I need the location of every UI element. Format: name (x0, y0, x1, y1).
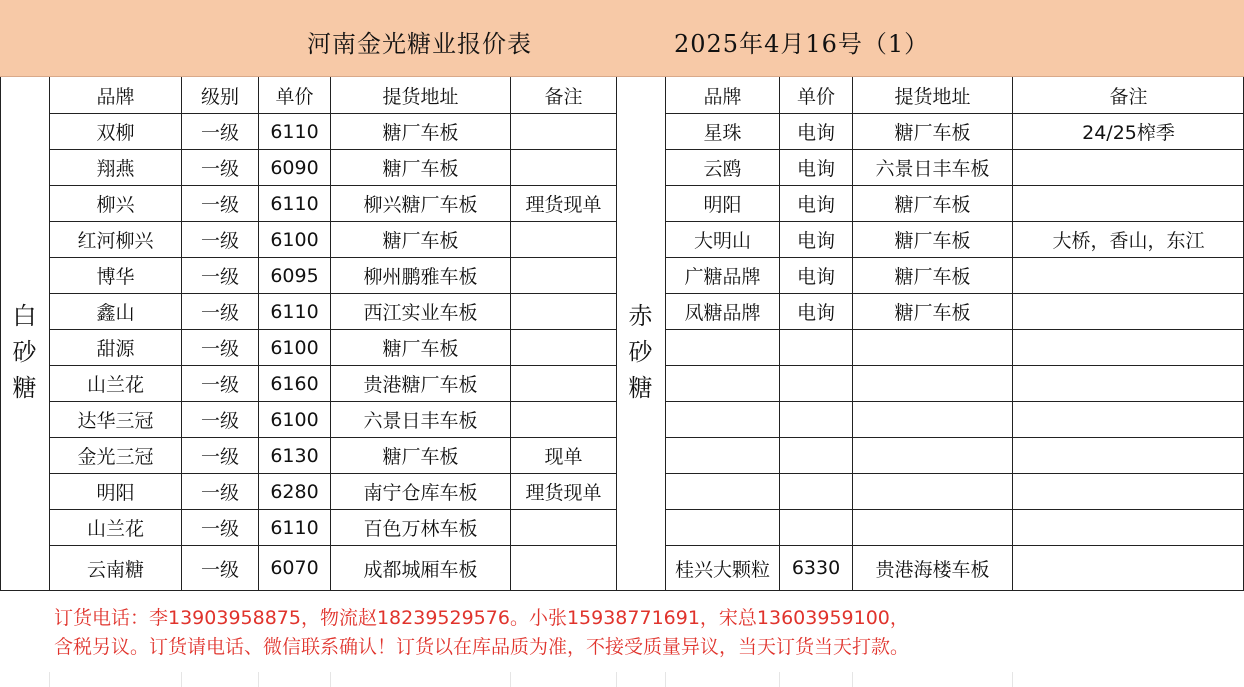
red-sugar-cell (666, 438, 779, 473)
category-label-char: 赤 (628, 301, 653, 330)
red-sugar-cell (853, 474, 1012, 509)
category-label-char: 白 (12, 301, 37, 330)
faint-grid-line (616, 672, 617, 687)
faint-grid-line (49, 672, 50, 687)
faint-grid-line (510, 672, 511, 687)
white-sugar-cell: 一级 (200, 446, 239, 468)
white-sugar-cell: 6280 (270, 480, 319, 503)
white-sugar-cell: 山兰花 (86, 518, 144, 540)
grid-line (616, 77, 617, 591)
red-sugar-cell: 电询 (796, 158, 835, 180)
white-sugar-cell: 柳兴 (96, 194, 135, 216)
white-sugar-cell: 一级 (200, 482, 239, 504)
white-sugar-header: 提货地址 (382, 86, 459, 108)
white-sugar-cell (511, 150, 616, 185)
page-title: 河南金光糖业报价表 (307, 30, 532, 58)
red-sugar-cell (1013, 510, 1244, 545)
red-sugar-cell (1013, 258, 1244, 293)
white-sugar-cell: 百色万林车板 (363, 518, 478, 540)
white-sugar-cell: 成都城厢车板 (363, 558, 478, 581)
red-sugar-cell: 大明山 (693, 230, 751, 252)
red-sugar-cell: 桂兴大颗粒 (674, 558, 770, 581)
white-sugar-cell: 一级 (200, 410, 239, 432)
faint-grid-line (181, 672, 182, 687)
order-contact-note (54, 604, 1234, 662)
red-sugar-cell: 24/25榨季 (1082, 122, 1175, 144)
red-sugar-cell (1013, 366, 1244, 401)
red-sugar-cell (1013, 294, 1244, 329)
faint-grid-line (1012, 672, 1013, 687)
white-sugar-cell: 一级 (200, 158, 239, 180)
red-sugar-cell: 6330 (791, 557, 841, 579)
red-sugar-cell: 糖厂车板 (894, 122, 971, 144)
red-sugar-header: 备注 (1109, 86, 1148, 108)
white-sugar-cell: 现单 (544, 446, 583, 468)
white-sugar-cell (511, 222, 616, 257)
red-sugar-cell: 星珠 (703, 122, 742, 144)
red-sugar-cell (666, 510, 779, 545)
red-sugar-cell: 糖厂车板 (894, 230, 971, 252)
red-sugar-cell: 明阳 (703, 194, 742, 216)
white-sugar-cell: 一级 (200, 302, 239, 324)
white-sugar-cell (511, 402, 616, 437)
white-sugar-cell: 一级 (200, 518, 239, 540)
red-sugar-cell (780, 402, 852, 437)
red-sugar-cell (1013, 186, 1244, 221)
red-sugar-cell: 糖厂车板 (894, 194, 971, 216)
red-sugar-cell (1013, 546, 1244, 590)
white-sugar-cell: 博华 (96, 266, 135, 288)
red-sugar-cell: 电询 (796, 266, 835, 288)
white-sugar-cell (511, 510, 616, 545)
white-sugar-cell (511, 294, 616, 329)
white-sugar-cell (511, 366, 616, 401)
red-sugar-cell: 贵港海楼车板 (875, 558, 990, 581)
white-sugar-cell: 理货现单 (525, 482, 602, 504)
white-sugar-cell: 一级 (200, 266, 239, 288)
faint-grid-line (852, 672, 853, 687)
red-sugar-label (616, 113, 665, 590)
red-sugar-cell: 电询 (796, 122, 835, 144)
white-sugar-cell: 6110 (270, 120, 319, 143)
red-sugar-cell: 电询 (796, 302, 835, 324)
red-sugar-cell: 大桥，香山，东江 (1052, 230, 1205, 252)
white-sugar-cell: 翔燕 (96, 158, 135, 180)
faint-grid-line (258, 672, 259, 687)
red-sugar-cell: 云鸥 (703, 158, 742, 180)
white-sugar-cell: 一级 (200, 374, 239, 396)
order-contact-line: 订货电话：李13903958875，物流赵18239529576。小张15938771691，宋总13603959100， (54, 607, 909, 629)
white-sugar-cell: 南宁仓库车板 (363, 482, 478, 504)
white-sugar-cell: 达华三冠 (77, 410, 154, 432)
white-sugar-cell (511, 546, 616, 590)
red-sugar-cell (1013, 474, 1244, 509)
red-sugar-cell: 凤糖品牌 (684, 302, 761, 324)
white-sugar-cell: 6110 (270, 300, 319, 323)
white-sugar-cell: 金光三冠 (77, 446, 154, 468)
white-sugar-cell: 明阳 (96, 482, 135, 504)
white-sugar-cell: 一级 (200, 230, 239, 252)
white-sugar-cell: 一级 (200, 558, 239, 581)
red-sugar-header: 提货地址 (894, 86, 971, 108)
white-sugar-cell: 6110 (270, 192, 319, 215)
white-sugar-header: 品牌 (96, 86, 135, 108)
red-sugar-cell (666, 366, 779, 401)
red-sugar-cell (853, 510, 1012, 545)
white-sugar-cell: 双柳 (96, 122, 135, 144)
title-bar (0, 0, 1244, 77)
faint-grid-line (330, 672, 331, 687)
red-sugar-cell (853, 402, 1012, 437)
white-sugar-cell: 理货现单 (525, 194, 602, 216)
red-sugar-cell (1013, 150, 1244, 185)
white-sugar-cell: 一级 (200, 122, 239, 144)
white-sugar-label (0, 113, 49, 590)
red-sugar-cell (1013, 438, 1244, 473)
white-sugar-cell: 6100 (270, 228, 319, 251)
red-sugar-cell (1013, 402, 1244, 437)
white-sugar-cell: 糖厂车板 (382, 338, 459, 360)
white-sugar-cell: 糖厂车板 (382, 158, 459, 180)
white-sugar-cell: 山兰花 (86, 374, 144, 396)
faint-grid-line (779, 672, 780, 687)
white-sugar-cell: 糖厂车板 (382, 446, 459, 468)
white-sugar-cell (511, 330, 616, 365)
white-sugar-cell: 云南糖 (86, 558, 144, 581)
white-sugar-cell: 甜源 (96, 338, 135, 360)
white-sugar-cell (511, 258, 616, 293)
red-sugar-cell (666, 402, 779, 437)
white-sugar-cell: 柳州鹏雅车板 (363, 266, 478, 288)
white-sugar-cell: 六景日丰车板 (363, 410, 478, 432)
red-sugar-cell (780, 438, 852, 473)
faint-grid-line (665, 672, 666, 687)
white-sugar-cell: 贵港糖厂车板 (363, 374, 478, 396)
white-sugar-cell: 西江实业车板 (363, 302, 478, 324)
grid-line (0, 77, 1, 591)
red-sugar-cell (780, 330, 852, 365)
red-sugar-cell (666, 474, 779, 509)
category-label-char: 砂 (628, 337, 653, 366)
white-sugar-cell: 糖厂车板 (382, 230, 459, 252)
red-sugar-cell: 电询 (796, 230, 835, 252)
red-sugar-cell: 广糖品牌 (684, 266, 761, 288)
category-label-char: 砂 (12, 337, 37, 366)
white-sugar-cell: 6130 (270, 444, 319, 467)
white-sugar-cell: 6100 (270, 408, 319, 431)
red-sugar-cell (666, 330, 779, 365)
red-sugar-cell: 糖厂车板 (894, 302, 971, 324)
red-sugar-cell (1013, 330, 1244, 365)
white-sugar-cell: 6090 (270, 156, 319, 179)
white-sugar-cell: 一级 (200, 194, 239, 216)
red-sugar-cell (853, 366, 1012, 401)
white-sugar-cell: 红河柳兴 (77, 230, 154, 252)
white-sugar-cell: 鑫山 (96, 302, 135, 324)
white-sugar-cell: 6070 (270, 557, 319, 579)
red-sugar-cell: 电询 (796, 194, 835, 216)
white-sugar-cell: 柳兴糖厂车板 (363, 194, 478, 216)
white-sugar-header: 级别 (200, 86, 239, 108)
white-sugar-cell: 一级 (200, 338, 239, 360)
red-sugar-header: 品牌 (703, 86, 742, 108)
red-sugar-cell (853, 438, 1012, 473)
quote-date: 2025年4月16号（1） (674, 30, 930, 58)
white-sugar-cell: 糖厂车板 (382, 122, 459, 144)
red-sugar-cell: 糖厂车板 (894, 266, 971, 288)
category-label-char: 糖 (628, 373, 653, 402)
red-sugar-cell: 六景日丰车板 (875, 158, 990, 180)
category-label-char: 糖 (12, 373, 37, 402)
order-terms-line: 含税另议。订货请电话、微信联系确认！订货以在库品质为准，不接受质量异议，当天订货当天打款。 (54, 636, 910, 658)
white-sugar-header: 备注 (544, 86, 583, 108)
red-sugar-cell (780, 510, 852, 545)
red-sugar-cell (780, 366, 852, 401)
white-sugar-cell: 6110 (270, 516, 319, 539)
red-sugar-header: 单价 (796, 86, 835, 108)
white-sugar-cell: 6160 (270, 372, 319, 395)
red-sugar-cell (780, 474, 852, 509)
price-table (0, 77, 1244, 591)
white-sugar-cell: 6100 (270, 336, 319, 359)
red-sugar-cell (853, 330, 1012, 365)
white-sugar-header: 单价 (275, 86, 314, 108)
white-sugar-cell (511, 114, 616, 149)
grid-line (0, 590, 1244, 591)
white-sugar-cell: 6095 (270, 264, 319, 287)
